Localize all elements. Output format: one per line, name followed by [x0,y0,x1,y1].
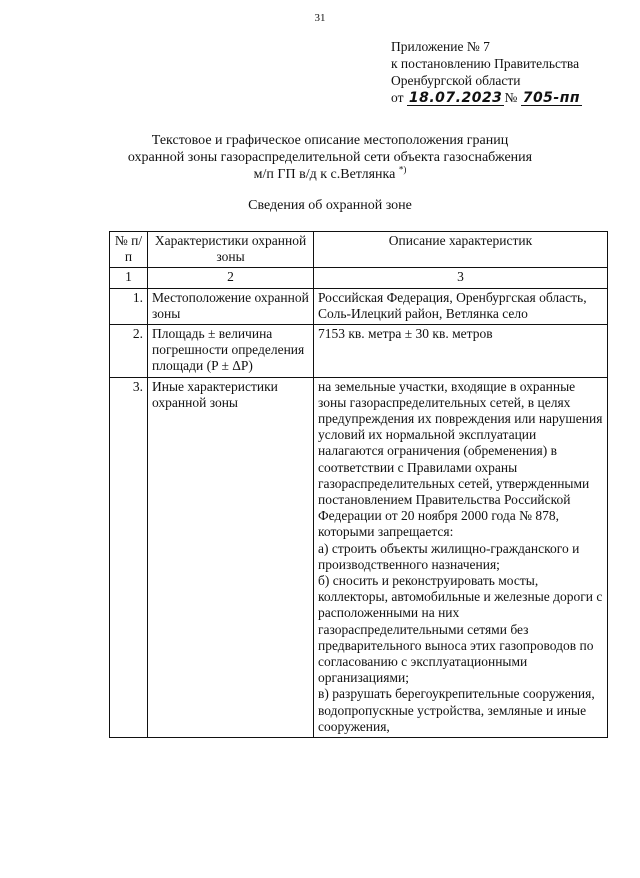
row-characteristic: Площадь ± величина погрешности определения площади (P ± ΔP) [148,325,314,378]
document-title [80,132,580,183]
title-footnote-mark: *) [398,164,407,175]
title-line-1: Текстовое и графическое описание местоположения границ [151,133,509,148]
appendix-resolution: к постановлению Правительства [391,56,580,71]
row-characteristic: Иные характеристики охранной зоны [148,377,314,737]
restriction-item-b: б) сносить и реконструировать мосты, коллекторы, автомобильные и железные дороги с расположенными на них газораспределительными сетями без предварительного выноса этих газопроводов по согласованию с эксплуатационными организациями; [318,573,603,686]
zone-table [109,231,608,738]
appendix-title: Приложение № 7 [391,39,490,54]
header-characteristics: Характеристики охранной зоны [148,232,314,268]
index-cell-3: 3 [314,268,608,288]
handwritten-number: 705-пп [522,90,581,106]
page-number: 31 [314,12,326,24]
title-object: м/п ГП в/д к с.Ветлянка [253,167,396,182]
table-row [110,325,608,378]
header-description: Описание характеристик [314,232,608,268]
table-row [110,377,608,737]
title-line-3 [80,166,580,183]
row-description: Российская Федерация, Оренбургская область, Соль-Илецкий район, Ветлянка село [314,288,608,324]
appendix-region: Оренбургской области [391,73,521,88]
number-label: № [504,90,518,105]
row-number: 1. [110,288,148,324]
appendix-date-line [391,89,631,106]
index-cell-1: 1 [110,268,148,288]
handwritten-date: 18.07.2023 [408,90,503,106]
table-row [110,288,608,324]
table-index-row [110,268,608,288]
header-num: № п/п [110,232,148,268]
restriction-intro: на земельные участки, входящие в охранные зоны газораспределительных сетей, в целях предупреждения их повреждения или нарушения условий их нормальной эксплуатации налагаются ограничения (обременения) в соответствии с Правилами охраны газораспределительных сетей, утвержденными постановлением Правительства Российской Федерации от 20 ноября 2000 года № 878, которыми запрещается: [318,378,603,540]
row-number: 2. [110,325,148,378]
restriction-item-a: а) строить объекты жилищно-гражданского и производственного назначения; [318,540,580,572]
from-label: от [391,90,404,105]
title-line-2: охранной зоны газораспределительной сети объекта газоснабжения [127,150,533,165]
index-cell-2: 2 [148,268,314,288]
row-description: 7153 кв. метра ± 30 кв. метров [314,325,608,378]
restriction-item-c: в) разрушать берегоукрепительные сооружения, водопропускные устройства, земляные и иные сооружения, [318,686,595,734]
row-number: 3. [110,377,148,737]
row-characteristic: Местоположение охранной зоны [148,288,314,324]
table-header-row [110,232,608,268]
appendix-block [391,38,631,106]
section-subtitle: Сведения об охранной зоне [248,198,412,213]
row-description [314,377,608,737]
